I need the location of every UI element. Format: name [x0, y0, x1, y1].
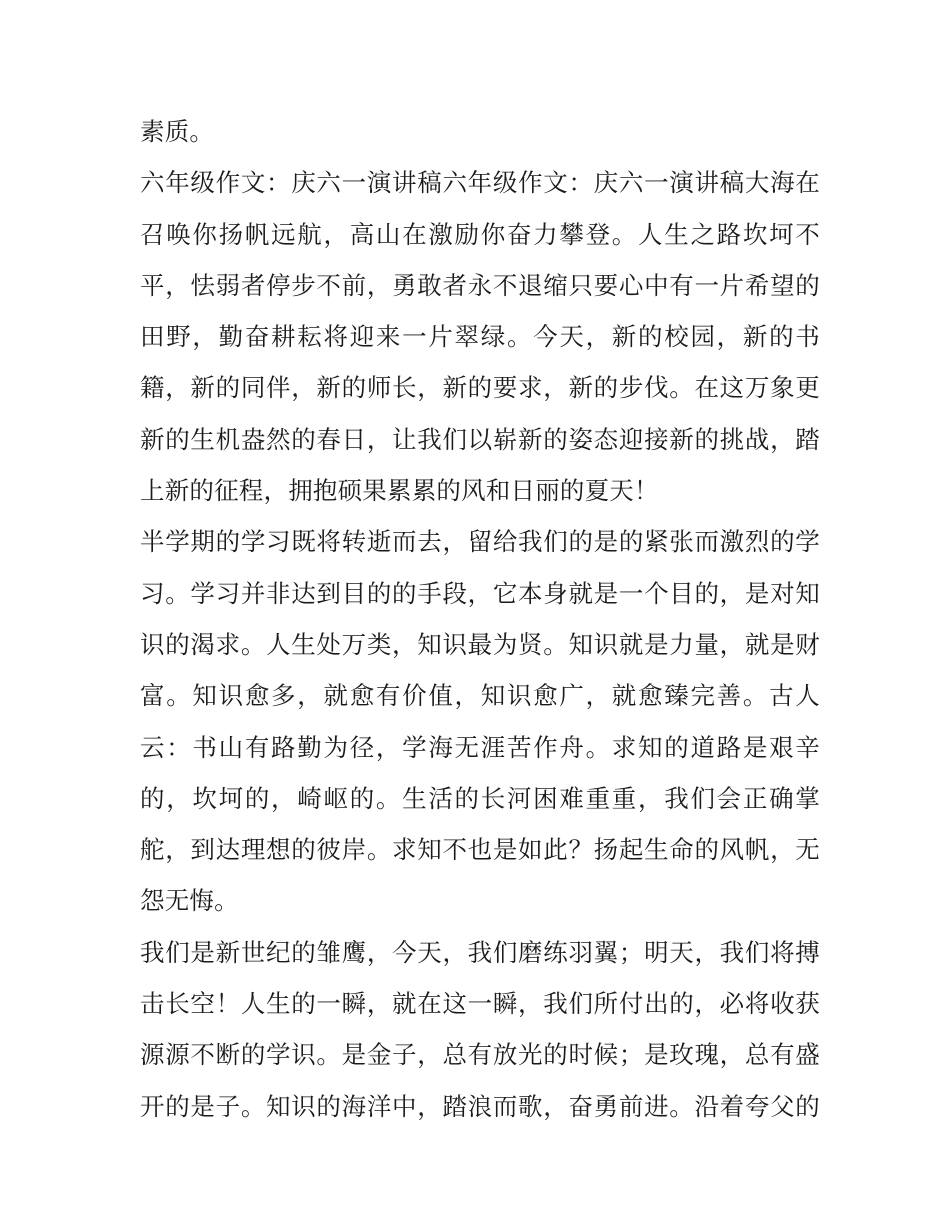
paragraph-line: 平，怯弱者停步不前，勇敢者永不退缩只要心中有一片希望的: [140, 270, 820, 300]
paragraph-line: 田野，勤奋耕耘将迎来一片翠绿。今天，新的校园，新的书: [140, 322, 820, 352]
paragraph-line: 的，坎坷的，崎岖的。生活的长河困难重重，我们会正确掌: [140, 783, 820, 813]
paragraph-line: 富。知识愈多，就愈有价值，知识愈广，就愈臻完善。古人: [140, 681, 820, 711]
paragraph-line: 云：书山有路勤为径，学海无涯苦作舟。求知的道路是艰辛: [140, 732, 820, 762]
paragraph-line: 击长空！人生的一瞬，就在这一瞬，我们所付出的，必将收获: [140, 989, 820, 1019]
paragraph-line: 开的是子。知识的海洋中，踏浪而歌，奋勇前进。沿着夸父的: [140, 1091, 820, 1121]
paragraph-line: 习。学习并非达到目的的手段，它本身就是一个目的，是对知: [140, 578, 820, 608]
paragraph-line: 六年级作文：庆六一演讲稿六年级作文：庆六一演讲稿大海在: [140, 168, 820, 198]
paragraph-line: 识的渴求。人生处万类，知识最为贤。知识就是力量，就是财: [140, 629, 820, 659]
paragraph-line: 舵，到达理想的彼岸。求知不也是如此？扬起生命的风帆，无: [140, 835, 820, 865]
paragraph-line: 源源不断的学识。是金子，总有放光的时候；是玫瑰，总有盛: [140, 1040, 820, 1070]
paragraph-line: 新的生机盎然的春日，让我们以崭新的姿态迎接新的挑战，踏: [140, 424, 820, 454]
paragraph-line: 召唤你扬帆远航，高山在激励你奋力攀登。人生之路坎坷不: [140, 219, 820, 249]
paragraph-line: 怨无悔。: [140, 886, 239, 916]
document-body: [140, 106, 820, 1132]
paragraph-line: 上新的征程，拥抱硕果累累的风和日丽的夏天！: [140, 476, 659, 506]
paragraph-line: 籍，新的同伴，新的师长，新的要求，新的步伐。在这万象更: [140, 373, 820, 403]
paragraph-line: 素质。: [140, 117, 215, 146]
paragraph-line: 我们是新世纪的雏鹰，今天，我们磨练羽翼；明天，我们将搏: [140, 937, 820, 967]
paragraph-line: 半学期的学习既将转逝而去，留给我们的是的紧张而激烈的学: [140, 527, 820, 557]
